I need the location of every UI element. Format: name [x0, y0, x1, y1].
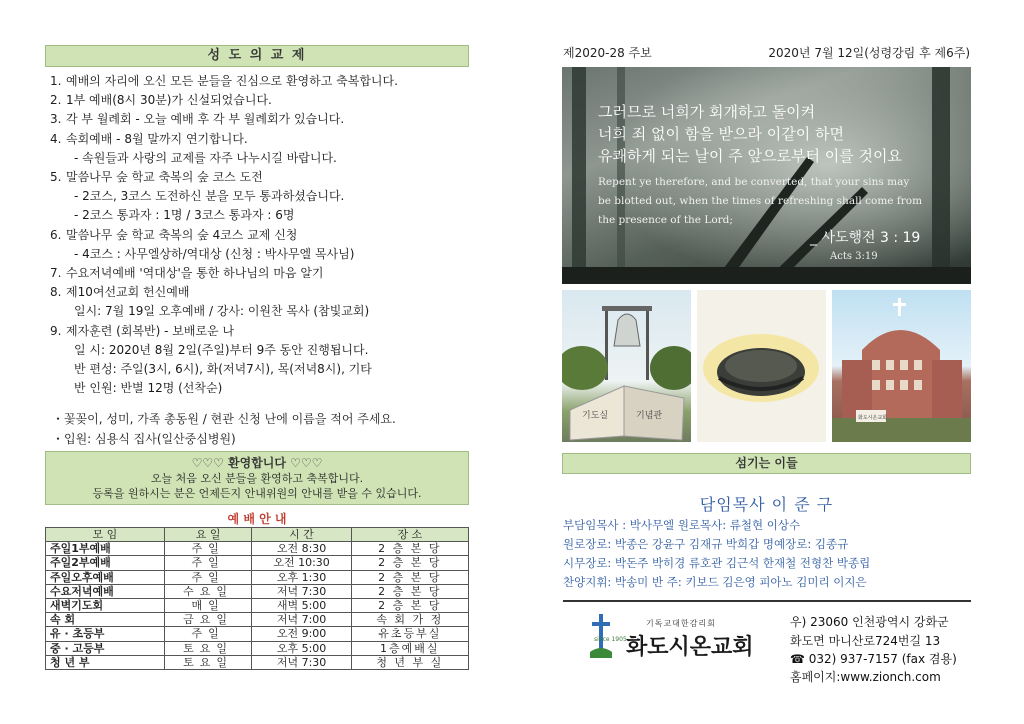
worship-cell: 2 층 본 당: [351, 556, 468, 570]
verse-english: [598, 173, 922, 230]
staff-line-elders: 시무장로: 박돈주 박히경 류호관 김근석 한재철 전형찬 박종립: [563, 556, 871, 570]
address-line-1: 우) 23060 인천광역시 강화군: [790, 615, 949, 629]
worship-row: [46, 613, 469, 627]
worship-cell: 청 년 부: [46, 655, 165, 669]
fellowship-item-text: 제자훈련 (회복반) - 보배로운 나: [66, 323, 235, 338]
verse-korean: [598, 101, 902, 167]
fellowship-item: [50, 360, 470, 379]
fellowship-item: [50, 322, 470, 341]
fellowship-item-number: 7.: [50, 266, 62, 281]
worship-cell: 속 회 가 정: [351, 613, 468, 627]
fellowship-item: [50, 341, 470, 360]
fellowship-item: [50, 168, 470, 187]
stone-text-left: 기도실: [582, 411, 609, 421]
worship-title: 예 배 안 내: [227, 512, 287, 526]
worship-cell: 새벽 5:00: [252, 598, 351, 612]
verse-ko-line: 너희 죄 없이 함을 받으라 이같이 하면: [598, 125, 844, 143]
worship-cell: 오전 9:00: [252, 627, 351, 641]
worship-header-cell: 시 간: [252, 528, 351, 542]
worship-cell: 2 층 본 당: [351, 570, 468, 584]
senior-pastor: 담임목사 이 준 구: [699, 495, 834, 514]
fellowship-item-text: 제10여선교회 헌신예배: [66, 285, 190, 300]
fellowship-item-number: 4.: [50, 131, 62, 146]
homepage-link[interactable]: 홈페이지:www.zionch.com: [790, 670, 941, 684]
verse-reference-en: Acts 3:19: [830, 251, 878, 262]
worship-cell: 저녁 7:30: [252, 584, 351, 598]
worship-cell: 유초등부실: [351, 627, 468, 641]
fellowship-item-text: 수요저녁예배 '역대상'을 통한 하나님의 마음 알기: [66, 266, 324, 281]
note-hospital: ・입원: 심용식 집사(일산중심병원): [52, 432, 236, 446]
fellowship-item: [50, 226, 470, 245]
fellowship-header: [45, 45, 469, 67]
fellowship-item: [50, 206, 470, 225]
fellowship-list: [50, 72, 470, 398]
fellowship-item-text: 예배의 자리에 오신 모든 분들을 진심으로 환영하고 축복합니다.: [66, 74, 398, 88]
fellowship-item: [50, 264, 470, 283]
fellowship-item: [50, 187, 470, 206]
worship-cell: 오전 10:30: [252, 556, 351, 570]
worship-cell: 2 층 본 당: [351, 542, 468, 556]
verse-ko-line: 유쾌하게 되는 날이 주 앞으로부터 이를 것이요: [598, 147, 902, 165]
fellowship-item: [50, 283, 470, 302]
fellowship-item-text: 속회예배 - 8월 말까지 연기합니다.: [66, 131, 248, 146]
worship-cell: 오전 8:30: [252, 542, 351, 556]
fellowship-item-text: 1부 예배(8시 30분)가 신설되었습니다.: [66, 93, 272, 108]
worship-cell: 속 회: [46, 613, 165, 627]
worship-cell: 1층예배실: [351, 641, 468, 655]
fellowship-item: [50, 72, 470, 91]
worship-cell: 2 층 본 당: [351, 584, 468, 598]
fellowship-item-number: 5.: [50, 170, 62, 185]
fellowship-item: [50, 149, 470, 168]
worship-cell: 청 년 부 실: [351, 655, 468, 669]
worship-cell: 주일2부예배: [46, 556, 165, 570]
worship-table: [45, 527, 469, 670]
fellowship-item-text: - 2코스 통과자 : 1명 / 3코스 통과자 : 6명: [74, 208, 295, 223]
worship-cell: 금요일: [164, 613, 252, 627]
fellowship-item: [50, 130, 470, 149]
verse-ko-line: 그러므로 너희가 회개하고 돌이켜: [598, 103, 816, 121]
church-building-image: [832, 290, 971, 442]
worship-cell: 중 · 고등부: [46, 641, 165, 655]
fellowship-item-text: 반 편성: 주일(3시, 6시), 화(저녁7시), 목(저녁8시), 기타: [74, 362, 372, 377]
worship-row: [46, 570, 469, 584]
fellowship-item-number: 2.: [50, 93, 62, 108]
worship-cell: 주일: [164, 542, 252, 556]
fellowship-item-number: 1.: [50, 74, 62, 88]
worship-header-cell: 장 소: [351, 528, 468, 542]
verse-en-line: Repent ye therefore, and be converted, that your sins may: [598, 176, 910, 188]
welcome-title: ♡♡♡ 환영합니다 ♡♡♡: [191, 456, 323, 470]
worship-cell: 토요일: [164, 641, 252, 655]
address-line-2: 화도면 마니산로724번길 13: [790, 634, 941, 648]
worship-cell: 주일: [164, 627, 252, 641]
fellowship-item-text: 말씀나무 숲 학교 축복의 숲 코스 도전: [66, 170, 263, 185]
worship-cell: 저녁 7:30: [252, 655, 351, 669]
verse-en-line: the presence of the Lord;: [598, 214, 733, 226]
worship-cell: 주일: [164, 570, 252, 584]
bell-tower-image: [562, 290, 691, 442]
issue-number: 제2020-28 주보: [563, 46, 652, 60]
worship-row: [46, 556, 469, 570]
fellowship-item: [50, 379, 470, 398]
fellowship-item-text: - 4코스 : 사무엘상하/역대상 (신청 : 박사무엘 목사님): [74, 246, 355, 261]
worship-cell: 수요일: [164, 584, 252, 598]
fellowship-item-text: - 2코스, 3코스 도전하신 분을 모두 통과하셨습니다.: [74, 189, 345, 204]
verse-en-line: be blotted out, when the times of refreshing shall come from: [598, 195, 923, 207]
church-building-photo: [832, 290, 971, 442]
note-flowers: ・꽃꽂이, 성미, 가족 총동원 / 현관 신청 난에 이름을 적어 주세요.: [52, 412, 396, 426]
fellowship-item: [50, 302, 470, 321]
staff-line-assistant: 부담임목사 : 박사무엘 원로목사: 류철현 이상수: [563, 518, 801, 532]
fellowship-item-number: 8.: [50, 285, 62, 300]
fellowship-item: [50, 110, 470, 129]
welcome-line-1: 오늘 처음 오신 분들을 환영하고 축복합니다.: [150, 472, 364, 485]
fellowship-item: [50, 245, 470, 264]
church-sign-text: 화도시온교회: [858, 415, 887, 421]
fellowship-item-number: 3.: [50, 112, 62, 127]
staff-line-elders-emeritus: 원로장로: 박종은 강윤구 김재규 박희갑 명예장로: 김종규: [563, 537, 849, 551]
praying-figure-photo: [697, 290, 826, 442]
staff-line-music: 찬양지휘: 박송미 반 주: 키보드 김은영 피아노 김미리 이지은: [563, 575, 867, 589]
notes: [52, 409, 396, 449]
church-name: 화도시온교회: [626, 635, 754, 660]
worship-row: [46, 641, 469, 655]
fellowship-item-number: 6.: [50, 227, 62, 242]
worship-cell: 오후 1:30: [252, 570, 351, 584]
fellowship-item-text: 각 부 월례회 - 오늘 예배 후 각 부 월례회가 있습니다.: [66, 112, 345, 127]
worship-cell: 주일1부예배: [46, 542, 165, 556]
worship-cell: 2 층 본 당: [351, 598, 468, 612]
divider: [563, 600, 971, 602]
worship-table-header: [46, 528, 469, 542]
fellowship-item-text: 일 시: 2020년 8월 2일(주일)부터 9주 동안 진행됩니다.: [74, 342, 369, 357]
serving-title: 섬기는 이들: [735, 456, 798, 470]
denomination: 기독교대한감리회: [646, 619, 716, 628]
fellowship-item: [50, 91, 470, 110]
worship-row: [46, 655, 469, 669]
worship-cell: 오후 5:00: [252, 641, 351, 655]
worship-row: [46, 627, 469, 641]
bell-monument-photo: [562, 290, 691, 442]
verse-reference: _ 사도행전 3 : 19: [810, 230, 921, 246]
welcome-box: [45, 451, 469, 505]
fellowship-item-text: 일시: 7월 19일 오후예배 / 강사: 이원찬 목사 (참빛교회): [74, 304, 370, 319]
phone: ☎ 032) 937-7157 (fax 겸용): [790, 652, 957, 666]
stone-text-right: 기념관: [636, 411, 663, 421]
worship-row: [46, 584, 469, 598]
church-logo: [586, 612, 766, 662]
worship-header-cell: 모 임: [46, 528, 165, 542]
worship-cell: 저녁 7:00: [252, 613, 351, 627]
fellowship-item-text: 말씀나무 숲 학교 축복의 숲 4코스 교제 신청: [66, 227, 298, 242]
worship-cell: 매일: [164, 598, 252, 612]
bulletin-date: 2020년 7월 12일(성령강림 후 제6주): [768, 46, 970, 60]
fellowship-item-number: 9.: [50, 323, 62, 338]
worship-header-cell: 요 일: [164, 528, 252, 542]
worship-row: [46, 542, 469, 556]
worship-table-body: [46, 542, 469, 670]
praying-figure-image: [697, 290, 826, 442]
worship-cell: 새벽기도회: [46, 598, 165, 612]
worship-cell: 수요저녁예배: [46, 584, 165, 598]
worship-cell: 주일: [164, 556, 252, 570]
fellowship-item-text: - 속원들과 사랑의 교제를 자주 나누시길 바랍니다.: [74, 150, 337, 165]
welcome-line-2: 등록을 원하시는 분은 언제든지 안내위원의 안내를 받을 수 있습니다.: [92, 487, 422, 500]
verse-photo: [562, 67, 971, 284]
worship-cell: 주일오후예배: [46, 570, 165, 584]
established-year: since 1905: [594, 636, 627, 643]
serving-header: [562, 453, 971, 474]
fellowship-item-text: 반 인원: 반별 12명 (선착순): [74, 381, 223, 396]
worship-cell: 유 · 초등부: [46, 627, 165, 641]
worship-cell: 토요일: [164, 655, 252, 669]
fellowship-title: 성 도 의 교 제: [207, 48, 307, 63]
worship-row: [46, 598, 469, 612]
